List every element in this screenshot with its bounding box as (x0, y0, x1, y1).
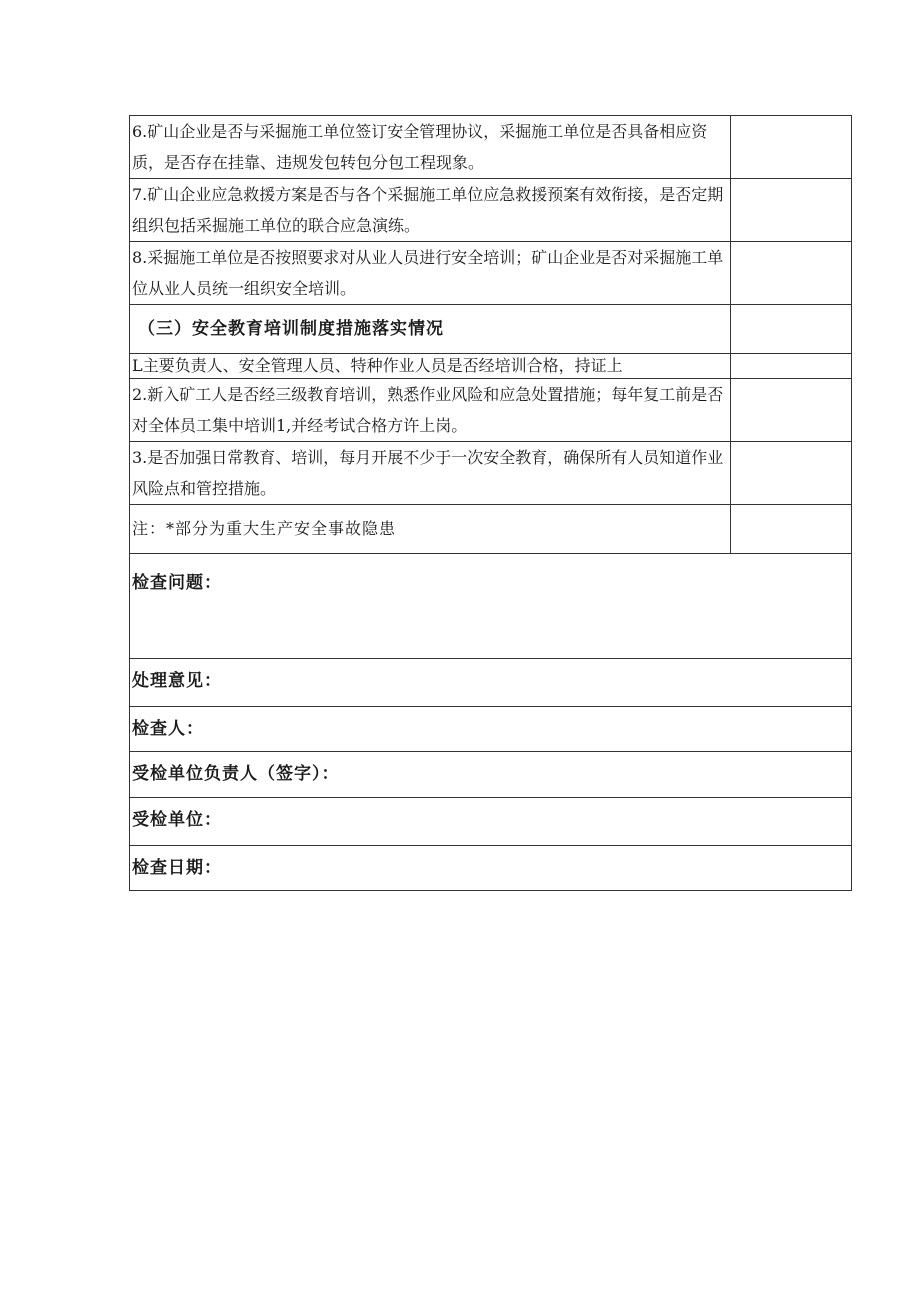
table-row (130, 354, 852, 379)
table-row (130, 798, 852, 846)
table-row (130, 379, 852, 442)
opinion-field[interactable]: 处理意见： (130, 659, 852, 707)
table-row (130, 707, 852, 752)
result-cell[interactable] (731, 305, 852, 354)
table-row (130, 242, 852, 305)
issues-field[interactable]: 检查问题： (130, 554, 852, 659)
table-row (130, 505, 852, 554)
checklist-item-6: 6.矿山企业是否与采掘施工单位签订安全管理协议，采掘施工单位是否具备相应资质，是否存在挂靠、违规发包转包分包工程现象。 (130, 116, 731, 179)
training-item-2: 2.新入矿工人是否经三级教育培训，熟悉作业风险和应急处置措施；每年复工前是否对全体员工集中培训1,并经考试合格方许上岗。 (130, 379, 731, 442)
table-row (130, 846, 852, 891)
table-row (130, 659, 852, 707)
table-row (130, 305, 852, 354)
result-cell[interactable] (731, 442, 852, 505)
checklist-item-8: 8.采掘施工单位是否按照要求对从业人员进行安全培训；矿山企业是否对采掘施工单位从业人员统一组织安全培训。 (130, 242, 731, 305)
result-cell[interactable] (731, 379, 852, 442)
table-row (130, 752, 852, 798)
checklist-item-7: 7.矿山企业应急救援方案是否与各个采掘施工单位应急救援预案有效衔接，是否定期组织包括采掘施工单位的联合应急演练。 (130, 179, 731, 242)
inspection-checklist-table (129, 115, 852, 891)
result-cell[interactable] (731, 505, 852, 554)
section-title: （三）安全教育培训制度措施落实情况 (130, 305, 731, 354)
inspector-field[interactable]: 检查人： (130, 707, 852, 752)
result-cell[interactable] (731, 242, 852, 305)
note-text: 注：*部分为重大生产安全事故隐患 (130, 505, 731, 554)
result-cell[interactable] (731, 354, 852, 379)
result-cell[interactable] (731, 116, 852, 179)
inspected-unit-field[interactable]: 受检单位： (130, 798, 852, 846)
inspection-date-field[interactable]: 检查日期： (130, 846, 852, 891)
table-row (130, 179, 852, 242)
responsible-signature-field[interactable]: 受检单位负责人（签字）： (130, 752, 852, 798)
table-row (130, 442, 852, 505)
result-cell[interactable] (731, 179, 852, 242)
table-row (130, 116, 852, 179)
training-item-1: L主要负责人、安全管理人员、特种作业人员是否经培训合格，持证上 (130, 354, 731, 379)
table-row (130, 554, 852, 659)
training-item-3: 3.是否加强日常教育、培训，每月开展不少于一次安全教育，确保所有人员知道作业风险点和管控措施。 (130, 442, 731, 505)
